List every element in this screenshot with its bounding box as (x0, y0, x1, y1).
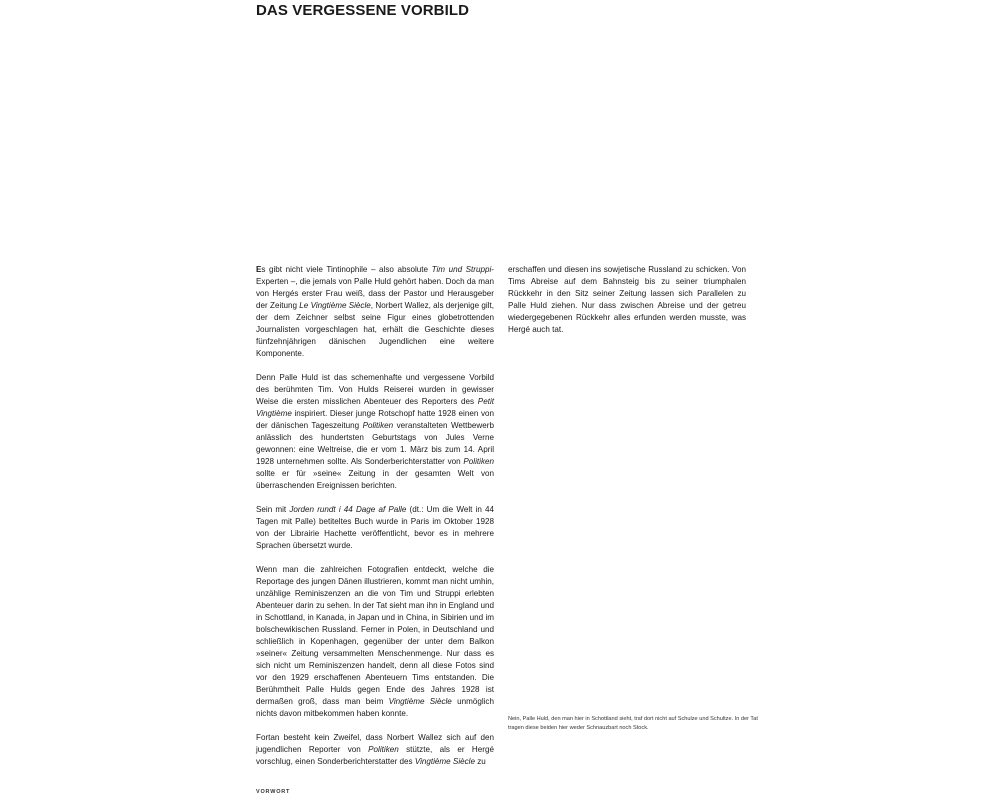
text-run: , Norbert Wallez, als derjenige gilt, der dem Zeichner selbst seine Figur eines globetrottenden Journalisten vorgeschlagen hat, erhält die Geschichte dieses fünfzehnjährigen dänischen Jugendlichen eine weitere Komponente. (256, 301, 494, 358)
paragraph (256, 732, 494, 768)
image-caption: Nein, Palle Huld, den man hier in Schottland sieht, traf dort nicht auf Schulze und Schultze. In der Tat tragen diese beiden hier weder Schnauzbart noch Stock. (508, 716, 758, 731)
text-run: Wenn man die zahlreichen Fotografien entdeckt, welche die Reportage des jungen Dänen illustrieren, kommt man nicht umhin, unzählige Reminiszenzen an die von Tim und Struppi erlebten Abenteuer darin zu sehen. In der Tat sieht man ihn in England und in Schottland, in Kanada, in Japan und in China, in Sibirien und im bolschewikischen Russland. Ferner in Polen, in Deutschland und schließlich in Kopenhagen, gegenüber der unter dem Balkon »seiner« Zeitung versammelten Menschenmenge. Nur dass es sich nicht um Reminiszenzen handelt, denn all diese Fotos sind vor den 1929 erschaffenen Abenteuern Tims entstanden. Die Berühmtheit Palle Hulds gegen Ende des Jahres 1928 ist dermaßen groß, dass man beim (256, 565, 494, 706)
paragraph (508, 264, 746, 336)
italic-text: Vingtième Siècle (414, 757, 475, 766)
text-run: stützte, als er Hergé vorschlug, einen Sonderberichterstatter des (256, 745, 494, 766)
text-run: Fortan besteht kein Zweifel, dass Norbert Wallez sich auf den jugendlichen Reporter von (256, 733, 494, 754)
paragraph (256, 504, 494, 552)
text-run: Denn Palle Huld ist das schemenhafte und vergessene Vorbild des berühmten Tim. Von Hulds Reiserei wurden in gewisser Weise die ersten misslichen Abenteuer des Reporters des (256, 373, 494, 406)
text-column-right (508, 264, 746, 336)
text-run: Sein mit (256, 505, 290, 514)
italic-text: Politiken (463, 457, 494, 466)
italic-text: Jorden rundt i 44 Dage af Palle (289, 505, 407, 514)
text-run: veranstalteten Wettbewerb anlässlich des hundertsten Geburtstags von Jules Verne gewonnen: eine Weltreise, die er vom 1. März bis zum 14. April 1928 unternehmen sollte. Als Sonderberichterstatter von (256, 421, 494, 466)
text-column-left (256, 264, 494, 768)
italic-text: Politiken (362, 421, 394, 430)
page-title: DAS VERGESSENE VORBILD (256, 2, 470, 19)
initial-letter: E (256, 265, 262, 274)
text-run: s gibt nicht viele Tintinophile – also absolute (261, 265, 432, 274)
text-run: sollte er für »seine« Zeitung in der gesamten Welt von überraschenden Ereignissen berichten. (256, 469, 494, 490)
italic-text: Petit Vingtième (256, 397, 494, 418)
text-run: (dt.: Um die Welt in 44 Tagen mit Palle) betiteltes Buch wurde in Paris im Oktober 1928 von der Librairie Hachette veröffentlicht, bevor es in mehrere Sprachen übersetzt wurde. (256, 505, 494, 550)
text-run: zu (474, 757, 486, 766)
paragraph (256, 372, 494, 492)
italic-text: Le Vingtième Siècle (299, 301, 371, 310)
text-run: inspiriert. Dieser junge Rotschopf hatte 1928 einen von der dänischen Tageszeitung (256, 409, 494, 430)
paragraph (256, 564, 494, 720)
text-run: erschaffen und diesen ins sowjetische Russland zu schicken. Von Tims Abreise auf dem Bahnsteig bis zu seiner triumphalen Rückkehr in den Sitz seiner Zeitung lassen sich Parallelen zu Palle Huld ziehen. Nur dass zwischen Abreise und der getreu wiedergegebenen Rückkehr alles erfunden werden musste, was Hergé auch tat. (508, 265, 746, 334)
page-footer: VORWORT (256, 789, 291, 795)
italic-text: Politiken (368, 745, 399, 754)
text-run: unmöglich nichts davon mitbekommen haben konnte. (256, 697, 494, 718)
italic-text: Vingtième Siècle (388, 697, 452, 706)
paragraph (256, 264, 494, 360)
italic-text: Tim und Struppi (431, 265, 492, 274)
text-run: -Experten –, die jemals von Palle Huld gehört haben. Doch da man von Hergés erster Frau weiß, dass der Pastor und Herausgeber der Zeitung (256, 265, 494, 310)
